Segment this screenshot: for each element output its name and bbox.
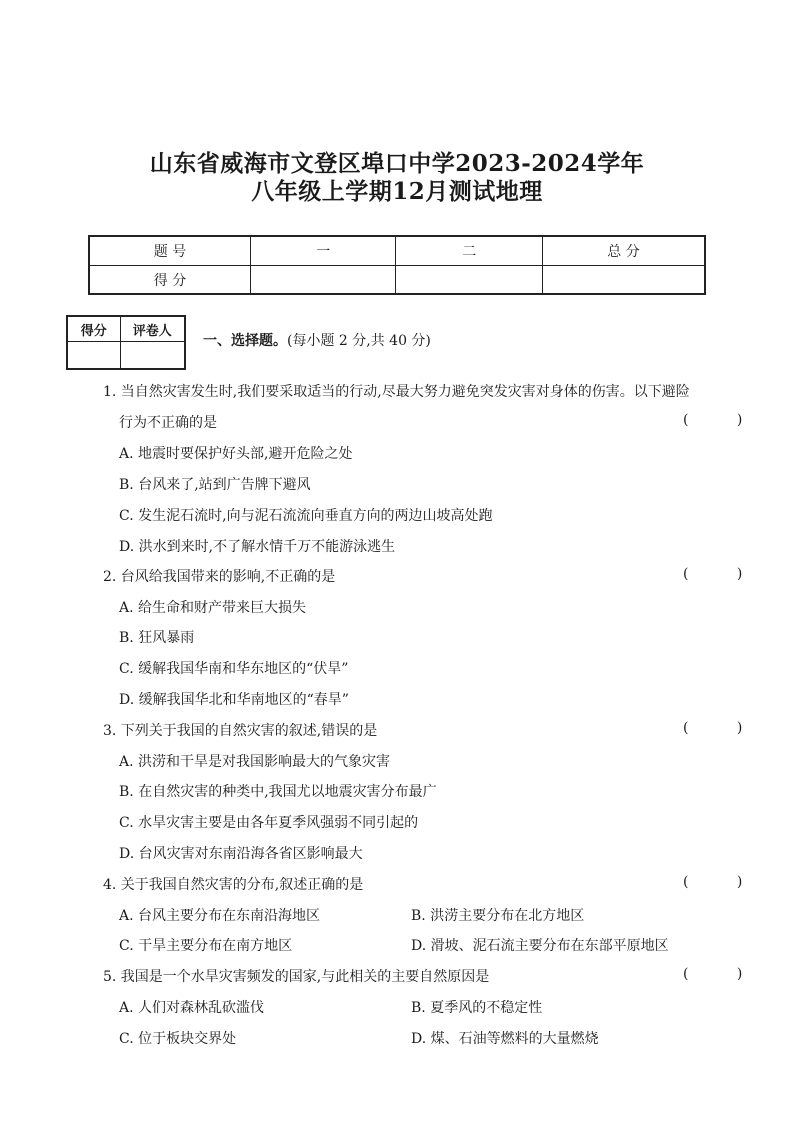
question-4-option-b: B. 洪涝主要分布在北方地区 xyxy=(411,908,585,924)
answer-blank-5[interactable]: ( ) xyxy=(683,966,765,982)
score-cell-total[interactable] xyxy=(543,266,706,295)
score-cell-part1[interactable] xyxy=(250,266,396,295)
exam-title-line2: 八年级上学期12月测试地理 xyxy=(251,178,543,205)
score-header-part1: 一 xyxy=(250,236,396,266)
section-heading xyxy=(203,330,431,350)
score-table-header-row xyxy=(89,236,705,266)
question-4-option-a: A. 台风主要分布在东南沿海地区 xyxy=(119,908,321,924)
question-1-option-c: C. 发生泥石流时,向与泥石流流向垂直方向的两边山坡高处跑 xyxy=(119,508,493,524)
score-header-part2: 二 xyxy=(396,236,543,266)
score-header-question: 题 号 xyxy=(89,236,250,266)
question-2-stem: 2. 台风给我国带来的影响,不正确的是 xyxy=(103,569,336,585)
score-header-total: 总 分 xyxy=(543,236,706,266)
exam-title-line1: 山东省威海市文登区埠口中学2023-2024学年 xyxy=(149,150,645,177)
grader-score-label: 得分 xyxy=(67,316,120,342)
question-3-option-c: C. 水旱灾害主要是由各年夏季风强弱不同引起的 xyxy=(119,815,419,831)
question-4-stem: 4. 关于我国自然灾害的分布,叙述正确的是 xyxy=(103,877,364,893)
question-5-option-c: C. 位于板块交界处 xyxy=(119,1031,237,1047)
question-5-option-a: A. 人们对森林乱砍滥伐 xyxy=(119,1000,265,1016)
question-3-stem: 3. 下列关于我国的自然灾害的叙述,错误的是 xyxy=(103,723,378,739)
question-3-option-b: B. 在自然灾害的种类中,我国尤以地震灾害分布最广 xyxy=(119,784,437,800)
question-4-option-d: D. 滑坡、泥石流主要分布在东部平原地区 xyxy=(411,938,669,954)
question-5-option-b: B. 夏季风的不稳定性 xyxy=(411,1000,543,1016)
question-1-option-d: D. 洪水到来时,不了解水情千万不能游泳逃生 xyxy=(119,539,396,555)
question-2-option-a: A. 给生命和财产带来巨大损失 xyxy=(119,600,307,616)
section-note: (每小题 2 分,共 40 分) xyxy=(287,333,431,349)
score-table-score-row xyxy=(89,266,705,295)
grader-score-cell[interactable] xyxy=(67,342,120,370)
answer-blank-4[interactable]: ( ) xyxy=(683,874,765,890)
question-2-option-b: B. 狂风暴雨 xyxy=(119,630,195,646)
question-2-option-d: D. 缓解我国华北和华南地区的“春旱” xyxy=(119,692,349,708)
question-1-option-a: A. 地震时要保护好头部,避开危险之处 xyxy=(119,446,353,462)
grader-name-label: 评卷人 xyxy=(120,316,185,342)
question-1-stem-cont: 行为不正确的是 xyxy=(119,415,217,431)
answer-blank-1[interactable]: ( ) xyxy=(683,412,765,428)
answer-blank-3[interactable]: ( ) xyxy=(683,720,765,736)
question-4-option-c: C. 干旱主要分布在南方地区 xyxy=(119,938,293,954)
question-1-option-b: B. 台风来了,站到广告牌下避风 xyxy=(119,477,311,493)
question-5-option-d: D. 煤、石油等燃料的大量燃烧 xyxy=(411,1031,599,1047)
section-label: 一、选择题。 xyxy=(203,333,287,349)
question-2-option-c: C. 缓解我国华南和华东地区的“伏旱” xyxy=(119,661,349,677)
question-3-option-a: A. 洪涝和干旱是对我国影响最大的气象灾害 xyxy=(119,754,391,770)
grader-box xyxy=(66,315,186,370)
score-cell-part2[interactable] xyxy=(396,266,543,295)
grader-name-cell[interactable] xyxy=(120,342,185,370)
question-3-option-d: D. 台风灾害对东南沿海各省区影响最大 xyxy=(119,846,363,862)
score-row-label: 得 分 xyxy=(89,266,250,295)
question-1-stem: 1. 当自然灾害发生时,我们要采取适当的行动,尽最大努力避免突发灾害对身体的伤害。以下避险 xyxy=(103,384,690,400)
score-table xyxy=(88,235,706,295)
answer-blank-2[interactable]: ( ) xyxy=(683,566,765,582)
question-5-stem: 5. 我国是一个水旱灾害频发的国家,与此相关的主要自然原因是 xyxy=(103,969,490,985)
